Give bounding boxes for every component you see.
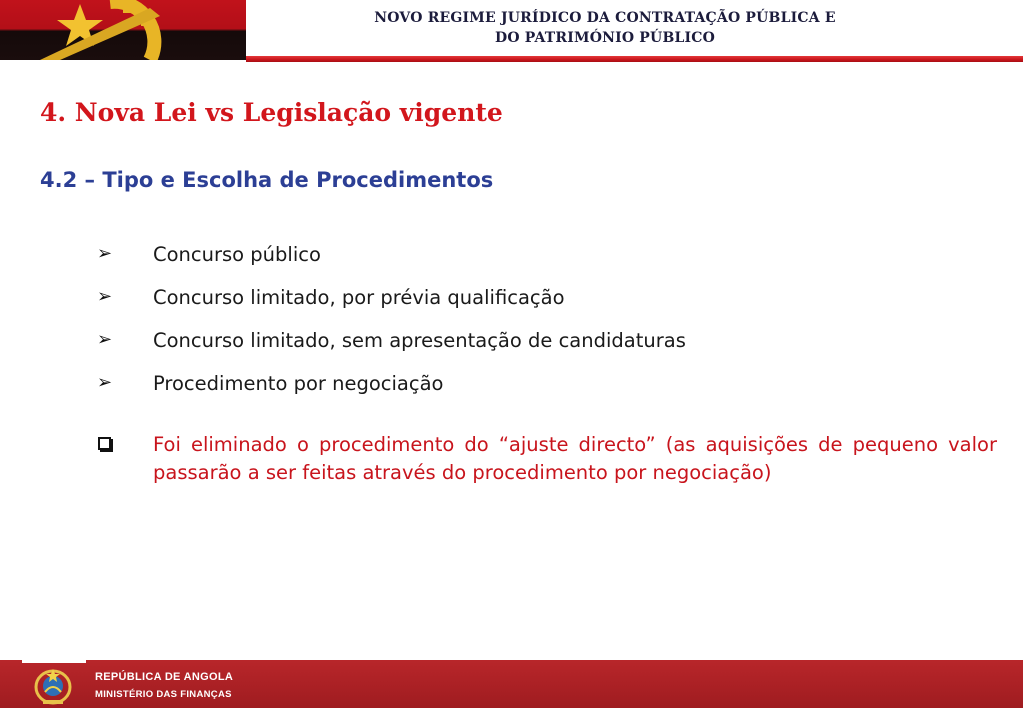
slide-subtitle: 4.2 – Tipo e Escolha de Procedimentos bbox=[40, 168, 494, 192]
note-text: Foi eliminado o procedimento do “ajuste directo” (as aquisições de pequeno valor passarão a ser feitas através do procedimento por negociação) bbox=[153, 433, 997, 484]
arrowhead-bullet-icon: ➢ bbox=[97, 372, 113, 393]
header-title bbox=[300, 8, 910, 48]
angola-flag-image bbox=[0, 0, 246, 60]
checkbox-bullet-icon bbox=[97, 431, 153, 487]
footer-country: REPÚBLICA DE ANGOLA bbox=[95, 671, 234, 683]
list-item bbox=[97, 327, 997, 370]
slide-title: 4. Nova Lei vs Legislação vigente bbox=[40, 98, 503, 127]
list-item-text: Concurso limitado, por prévia qualificação bbox=[153, 286, 565, 309]
list-item bbox=[97, 284, 997, 327]
header-title-line1: NOVO REGIME JURÍDICO DA CONTRATAÇÃO PÚBLICA E bbox=[374, 10, 836, 26]
footer-emblem-band bbox=[22, 660, 86, 663]
arrowhead-bullet-icon: ➢ bbox=[97, 243, 113, 264]
list-item-text: Concurso limitado, sem apresentação de candidaturas bbox=[153, 329, 686, 352]
arrowhead-bullet-icon: ➢ bbox=[97, 329, 113, 350]
angola-coat-of-arms-icon bbox=[30, 664, 76, 706]
header-title-line2: DO PATRIMÓNIO PÚBLICO bbox=[494, 30, 716, 46]
list-item-text: Procedimento por negociação bbox=[153, 372, 444, 395]
note-item bbox=[97, 431, 997, 487]
bullet-list bbox=[97, 241, 997, 413]
flag-emblem-icon bbox=[0, 0, 246, 60]
list-item bbox=[97, 241, 997, 284]
footer-bar bbox=[0, 660, 1023, 708]
footer-ministry: MINISTÉRIO DAS FINANÇAS bbox=[95, 689, 232, 700]
list-item-text: Concurso público bbox=[153, 243, 321, 266]
list-item bbox=[97, 370, 997, 413]
header-divider bbox=[246, 56, 1023, 62]
arrowhead-bullet-icon: ➢ bbox=[97, 286, 113, 307]
